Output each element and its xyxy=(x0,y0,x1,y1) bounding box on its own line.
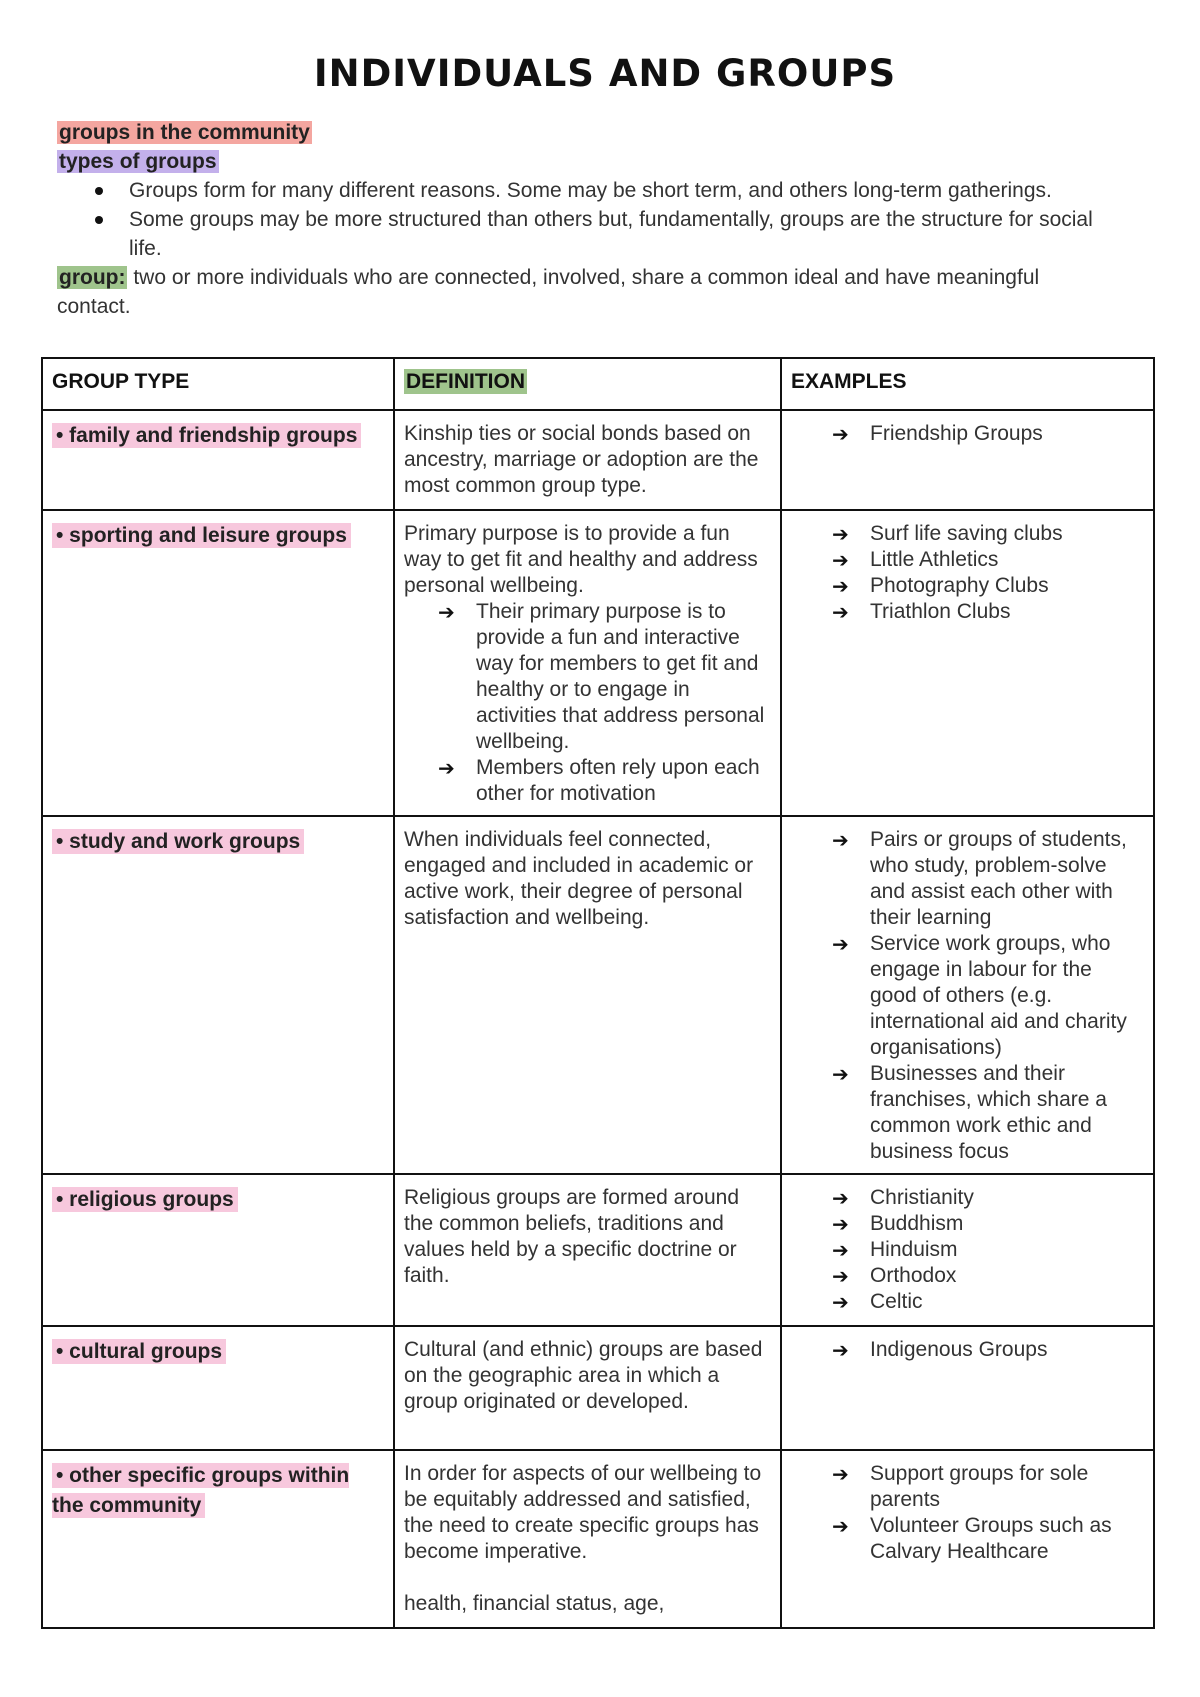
example-item: ➔ Little Athletics xyxy=(832,547,1144,573)
examples-list xyxy=(791,1337,1144,1363)
heading-types-of-groups: types of groups xyxy=(59,150,217,173)
example-item: ➔ Friendship Groups xyxy=(832,421,1144,447)
group-definition xyxy=(57,263,1117,321)
group-type-label: • study and work groups xyxy=(52,829,304,854)
definition-cell xyxy=(394,1450,781,1628)
examples-list xyxy=(791,827,1144,1165)
definition-text: two or more individuals who are connected, involved, share a common ideal and have meaningful contact. xyxy=(57,266,1040,318)
intro-bullet: Groups form for many different reasons. Some may be short term, and others long-term gatherings. xyxy=(129,176,1117,205)
table-row xyxy=(42,510,1154,816)
header-cell xyxy=(781,358,1154,410)
header-examples: EXAMPLES xyxy=(791,370,907,393)
heading-groups-in-community: groups in the community xyxy=(59,121,310,144)
type-cell xyxy=(42,410,394,510)
definition-extra: health, financial status, age, xyxy=(404,1592,665,1615)
definition-cell xyxy=(394,510,781,816)
definition-points xyxy=(404,599,771,807)
definition-text: In order for aspects of our wellbeing to be equitably addressed and satisfied, the need to create specific groups has become imperative. xyxy=(404,1462,762,1563)
type-cell xyxy=(42,816,394,1174)
example-item: ➔ Businesses and their franchises, which share a common work ethic and business focus xyxy=(832,1061,1144,1165)
example-item: ➔ Hinduism xyxy=(832,1237,1144,1263)
group-type-label: • cultural groups xyxy=(52,1339,226,1364)
example-item: ➔ Pairs or groups of students, who study, problem-solve and assist each other with their learning xyxy=(832,827,1144,931)
definition-cell: When individuals feel connected, engaged and included in academic or active work, their degree of personal satisfaction and wellbeing. xyxy=(394,816,781,1174)
table-row xyxy=(42,816,1154,1174)
page-title: INDIVIDUALS AND GROUPS xyxy=(313,52,897,95)
example-item: ➔ Christianity xyxy=(832,1185,1144,1211)
intro-section xyxy=(57,118,1117,321)
example-item: ➔ Service work groups, who engage in labour for the good of others (e.g. international aid and charity organisations) xyxy=(832,931,1144,1061)
example-item: ➔ Celtic xyxy=(832,1289,1144,1315)
examples-list xyxy=(791,521,1144,625)
example-item: ➔ Triathlon Clubs xyxy=(832,599,1144,625)
definition-cell: Kinship ties or social bonds based on ancestry, marriage or adoption are the most common group type. xyxy=(394,410,781,510)
example-item: ➔ Buddhism xyxy=(832,1211,1144,1237)
header-definition: DEFINITION xyxy=(406,370,525,393)
header-cell xyxy=(42,358,394,410)
table-row xyxy=(42,1174,1154,1326)
definition-point: ➔ Members often rely upon each other for motivation xyxy=(438,755,771,807)
example-item: ➔ Orthodox xyxy=(832,1263,1144,1289)
examples-cell xyxy=(781,1174,1154,1326)
group-type-label: • religious groups xyxy=(52,1187,238,1212)
header-cell xyxy=(394,358,781,410)
example-item: ➔ Volunteer Groups such as Calvary Healthcare xyxy=(832,1513,1144,1565)
groups-table xyxy=(41,357,1155,1629)
examples-list xyxy=(791,1185,1144,1315)
spacer xyxy=(404,1565,771,1591)
table-row xyxy=(42,1450,1154,1628)
definition-text: Primary purpose is to provide a fun way to get fit and healthy and address personal wellbeing. xyxy=(404,522,758,597)
type-cell xyxy=(42,1450,394,1628)
examples-list xyxy=(791,421,1144,447)
definition-term: group: xyxy=(59,266,126,289)
group-type-label: • sporting and leisure groups xyxy=(52,523,351,548)
example-item: ➔ Photography Clubs xyxy=(832,573,1144,599)
table-header-row xyxy=(42,358,1154,410)
type-cell xyxy=(42,1326,394,1450)
examples-cell xyxy=(781,1450,1154,1628)
table-row xyxy=(42,410,1154,510)
examples-cell xyxy=(781,816,1154,1174)
table-row xyxy=(42,1326,1154,1450)
intro-bullet-list xyxy=(57,176,1117,263)
definition-point: ➔ Their primary purpose is to provide a fun and interactive way for members to get fit and healthy or to engage in activities that address personal wellbeing. xyxy=(438,599,771,755)
header-group-type: GROUP TYPE xyxy=(52,370,190,393)
type-cell xyxy=(42,510,394,816)
examples-cell xyxy=(781,510,1154,816)
examples-list xyxy=(791,1461,1144,1565)
examples-cell xyxy=(781,1326,1154,1450)
definition-cell: Cultural (and ethnic) groups are based on the geographic area in which a group originated or developed. xyxy=(394,1326,781,1450)
group-type-label: • family and friendship groups xyxy=(52,423,361,448)
example-item: ➔ Support groups for sole parents xyxy=(832,1461,1144,1513)
example-item: ➔ Surf life saving clubs xyxy=(832,521,1144,547)
example-item: ➔ Indigenous Groups xyxy=(832,1337,1144,1363)
group-type-label: • other specific groups within the community xyxy=(52,1464,350,1517)
examples-cell xyxy=(781,410,1154,510)
type-cell xyxy=(42,1174,394,1326)
definition-cell: Religious groups are formed around the common beliefs, traditions and values held by a specific doctrine or faith. xyxy=(394,1174,781,1326)
intro-bullet: Some groups may be more structured than others but, fundamentally, groups are the structure for social life. xyxy=(129,205,1117,263)
